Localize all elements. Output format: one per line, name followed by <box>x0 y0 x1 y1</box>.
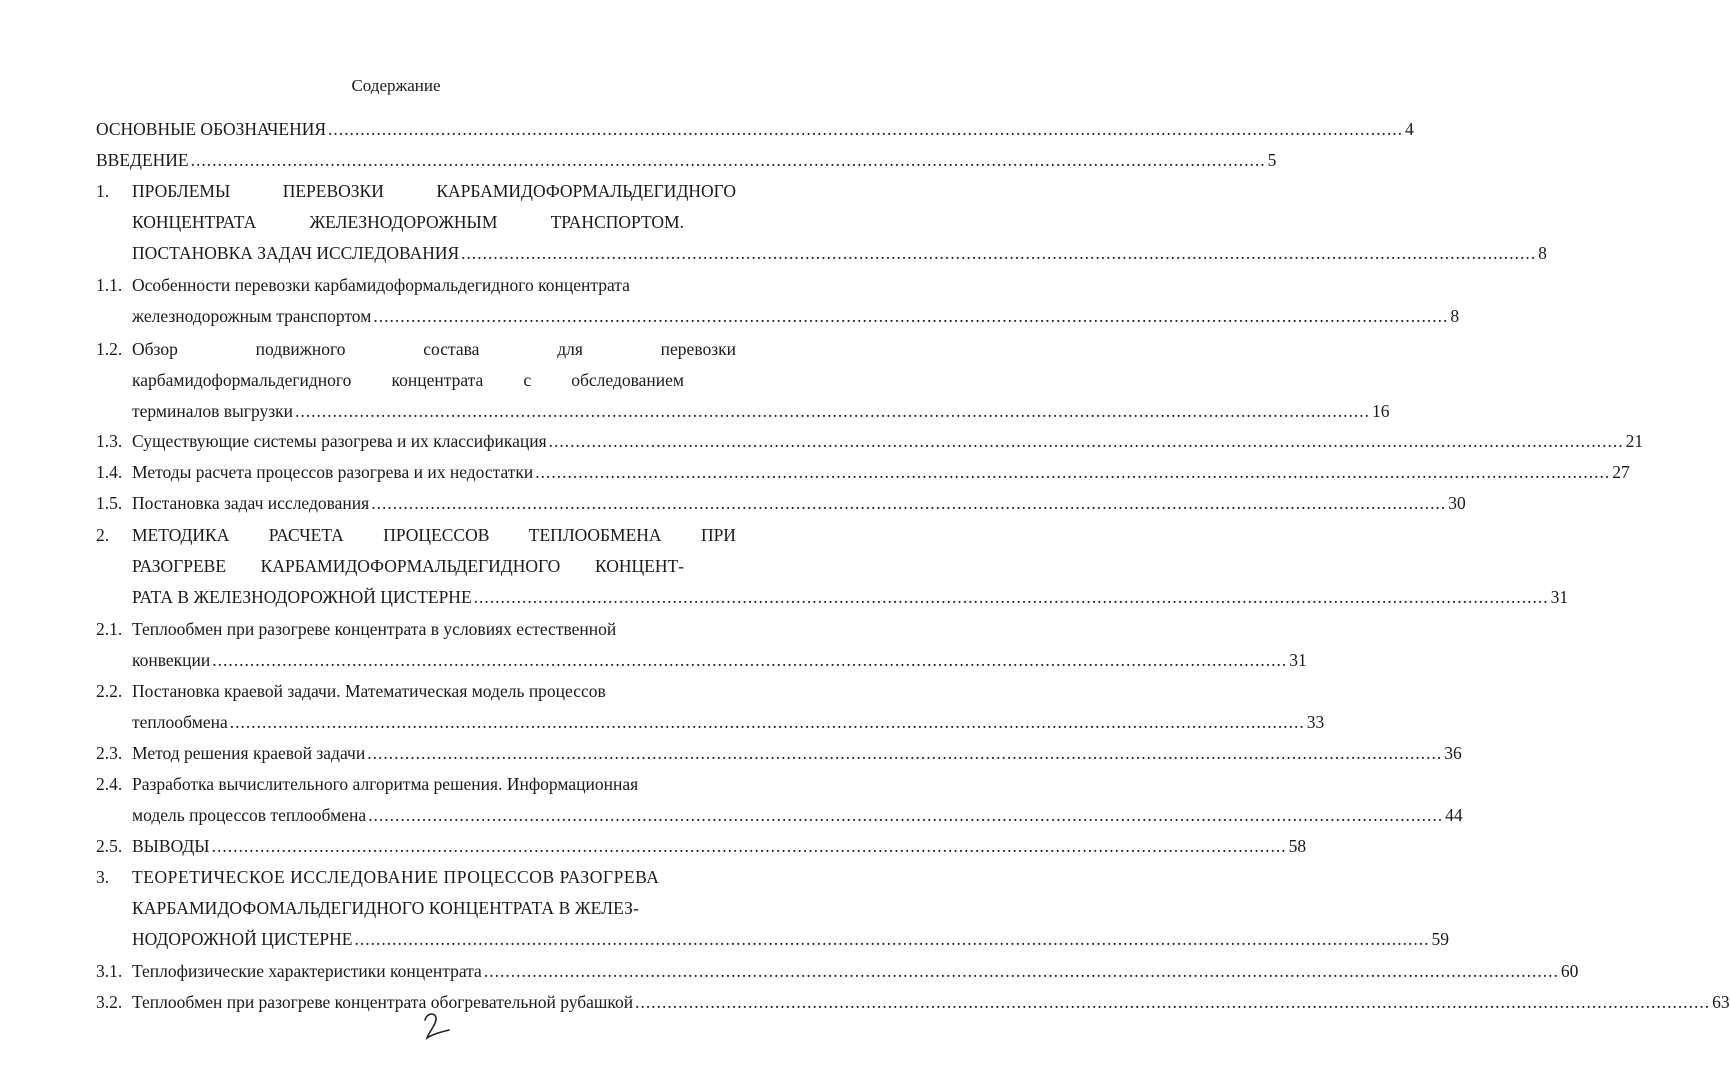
toc-entry-number: 3.2. <box>96 992 123 1012</box>
toc-entry-number: 2.5. <box>96 836 123 856</box>
toc-page-number: 30 <box>1448 493 1466 513</box>
toc-word: перевозки <box>660 339 736 359</box>
toc-entry-number: 2.2. <box>96 681 123 701</box>
toc-word: ТРАНСПОРТОМ. <box>550 212 684 232</box>
toc-page-number: 33 <box>1306 712 1325 732</box>
toc-word: КОНЦЕНТРАТА <box>132 212 257 232</box>
toc-entry <box>96 490 1466 516</box>
toc-entry-title: железнодорожным транспортом <box>132 306 372 326</box>
toc-entry-number: 1.3. <box>96 431 123 451</box>
dot-leader: ........................................................................................................................................................................................................ <box>548 431 1624 451</box>
toc-word: обследованием <box>571 370 684 390</box>
toc-entry-title: теплообмена <box>132 712 228 732</box>
toc-entry-title: Теплообмен при разогреве концентрата в условиях естественной <box>132 619 617 639</box>
toc-word: ПРОЦЕССОВ <box>383 525 490 545</box>
toc-entry-title: ТЕОРЕТИЧЕСКОЕ ИССЛЕДОВАНИЕ ПРОЦЕССОВ РАЗОГРЕВА <box>132 867 660 887</box>
toc-page-number: 27 <box>1612 462 1630 482</box>
toc-word: ЖЕЛЕЗНОДОРОЖНЫМ <box>309 212 498 232</box>
toc-page-number: 31 <box>1550 587 1569 607</box>
toc-entry-line <box>96 178 736 204</box>
toc-entry-title: Постановка краевой задачи. Математическая модель процессов <box>132 681 606 701</box>
toc-entry-title: НОДОРОЖНОЙ ЦИСТЕРНЕ <box>132 929 353 949</box>
toc-entry-title: Метод решения краевой задачи <box>132 743 366 763</box>
toc-page-number: 60 <box>1560 961 1579 981</box>
dot-leader: ........................................................................................................................................................................................................ <box>367 743 1443 763</box>
toc-word: подвижного <box>255 339 346 359</box>
dot-leader: ........................................................................................................................................................................................................ <box>212 650 1288 670</box>
toc-entry-number: 3. <box>96 867 110 887</box>
toc-entry-number: 3.1. <box>96 961 123 981</box>
toc-entry-line <box>96 678 736 704</box>
toc-entry-title: Теплофизические характеристики концентрата <box>132 961 482 981</box>
toc-entry-number: 2.4. <box>96 774 123 794</box>
toc-entry <box>132 584 1569 610</box>
toc-entry <box>96 989 1730 1015</box>
toc-entry <box>132 398 1390 424</box>
toc-entry <box>96 833 1307 859</box>
toc-entry-title: конвекции <box>132 650 211 670</box>
toc-word: ПЕРЕВОЗКИ <box>282 181 384 201</box>
page-title: Содержание <box>351 76 441 95</box>
toc-entry <box>96 147 1277 173</box>
toc-entry <box>96 116 1414 142</box>
toc-word: с <box>523 370 532 390</box>
toc-entry-number: 1.4. <box>96 462 123 482</box>
dot-leader: ........................................................................................................................................................................................................ <box>229 712 1305 732</box>
toc-entry-number: 2.1. <box>96 619 123 639</box>
toc-entry-number: 1.2. <box>96 339 123 359</box>
toc-entry-title: Теплообмен при разогреве концентрата обогревательной рубашкой <box>132 992 634 1012</box>
dot-leader: ........................................................................................................................................................................................................ <box>368 805 1444 825</box>
toc-entry-line <box>96 522 736 548</box>
toc-entry-line <box>132 367 684 393</box>
dot-leader: ........................................................................................................................................................................................................ <box>473 587 1549 607</box>
dot-leader: ........................................................................................................................................................................................................ <box>371 493 1447 513</box>
dot-leader: ........................................................................................................................................................................................................ <box>328 119 1404 139</box>
toc-page-number: 58 <box>1288 836 1307 856</box>
toc-word: КАРБАМИДОФОРМАЛЬДЕГИДНОГО <box>436 181 736 201</box>
toc-word: концентрата <box>391 370 484 390</box>
toc-entry-title: ВВЕДЕНИЕ <box>96 150 189 170</box>
toc-word: РАСЧЕТА <box>268 525 344 545</box>
toc-entry-line <box>132 895 736 921</box>
toc-word: Обзор <box>132 339 178 359</box>
handwritten-page-mark <box>419 1008 455 1044</box>
toc-entry-line <box>96 771 736 797</box>
toc-entry-title: КАРБАМИДОФОМАЛЬДЕГИДНОГО КОНЦЕНТРАТА В ЖЕЛЕЗ- <box>132 898 639 918</box>
toc-page-number: 21 <box>1625 431 1644 451</box>
dot-leader: ........................................................................................................................................................................................................ <box>535 462 1611 482</box>
toc-entry-title: РАТА В ЖЕЛЕЗНОДОРОЖНОЙ ЦИСТЕРНЕ <box>132 587 472 607</box>
dot-leader: ........................................................................................................................................................................................................ <box>461 243 1537 263</box>
toc-entry-title: ПОСТАНОВКА ЗАДАЧ ИССЛЕДОВАНИЯ <box>132 243 460 263</box>
toc-entry-title: ОСНОВНЫЕ ОБОЗНАЧЕНИЯ <box>96 119 327 139</box>
toc-page-number: 59 <box>1431 929 1449 949</box>
toc-entry-title: Существующие системы разогрева и их классификация <box>132 431 547 451</box>
toc-entry-line <box>132 209 684 235</box>
toc-page-number: 16 <box>1372 401 1390 421</box>
toc-word: КАРБАМИДОФОРМАЛЬДЕГИДНОГО <box>260 556 561 576</box>
toc-entry-line <box>96 864 736 890</box>
toc-entry-title: модель процессов теплообмена <box>132 805 367 825</box>
toc-entry <box>96 958 1579 984</box>
toc-entry <box>96 428 1644 454</box>
dot-leader: ........................................................................................................................................................................................................ <box>373 306 1449 326</box>
dot-leader: ........................................................................................................................................................................................................ <box>211 836 1287 856</box>
toc-word: состава <box>423 339 480 359</box>
toc-entry-number: 2.3. <box>96 743 123 763</box>
toc-word: ПРИ <box>700 525 736 545</box>
dot-leader: ........................................................................................................................................................................................................ <box>635 992 1711 1012</box>
toc-entry <box>96 459 1630 485</box>
toc-entry-number: 1.1. <box>96 275 123 295</box>
toc-entry-line <box>132 553 684 579</box>
toc-entry <box>132 240 1547 266</box>
toc-entry-line <box>96 336 736 362</box>
toc-entry-line <box>96 616 736 642</box>
toc-entry-number: 2. <box>96 525 110 545</box>
toc-word: карбамидоформальдегидного <box>132 370 352 390</box>
toc-word: для <box>557 339 583 359</box>
toc-page-number: 44 <box>1445 805 1463 825</box>
toc-word: РАЗОГРЕВЕ <box>132 556 227 576</box>
dot-leader: ........................................................................................................................................................................................................ <box>483 961 1559 981</box>
toc-entry-number: 1.5. <box>96 493 123 513</box>
toc-word: КОНЦЕНТ- <box>594 556 684 576</box>
toc-page-number: 8 <box>1450 306 1460 326</box>
toc-page-number: 36 <box>1444 743 1462 763</box>
toc-entry-number: 1. <box>96 181 110 201</box>
toc-entry-title: Разработка вычислительного алгоритма решения. Информационная <box>132 774 639 794</box>
toc-entry-title: Методы расчета процессов разогрева и их недостатки <box>132 462 534 482</box>
toc-entry <box>132 709 1325 735</box>
toc-page-number: 31 <box>1289 650 1307 670</box>
dot-leader: ........................................................................................................................................................................................................ <box>295 401 1370 421</box>
toc-entry-title: терминалов выгрузки <box>132 401 293 421</box>
toc-page-number: 4 <box>1405 119 1414 139</box>
toc-entry-title: Особенности перевозки карбамидоформальдегидного концентрата <box>132 275 630 295</box>
dot-leader: ........................................................................................................................................................................................................ <box>354 929 1430 949</box>
toc-page-number: 5 <box>1267 150 1277 170</box>
toc-word: ПРОБЛЕМЫ <box>132 181 231 201</box>
toc-entry <box>132 926 1449 952</box>
toc-entry <box>132 647 1307 673</box>
toc-entry <box>96 740 1462 766</box>
toc-entry-title: Постановка задач исследования <box>132 493 370 513</box>
toc-entry <box>132 802 1463 828</box>
toc-word: ТЕПЛООБМЕНА <box>528 525 662 545</box>
toc-word: МЕТОДИКА <box>132 525 230 545</box>
toc-page-number: 63 <box>1712 992 1730 1012</box>
toc-entry-title: ВЫВОДЫ <box>132 836 210 856</box>
toc-entry-line <box>96 272 736 298</box>
dot-leader: ........................................................................................................................................................................................................ <box>190 150 1266 170</box>
toc-page-number: 8 <box>1538 243 1547 263</box>
toc-entry <box>132 303 1460 329</box>
